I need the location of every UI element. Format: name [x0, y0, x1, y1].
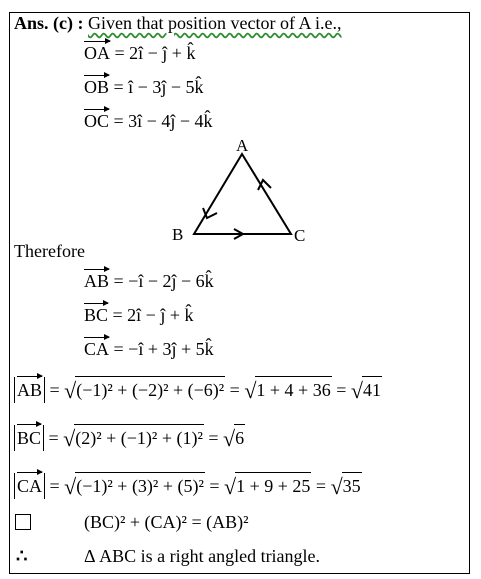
given-ob-value: = î − 3ĵ − 5k̂	[113, 77, 204, 97]
given-oc-value: = 3î − 4ĵ − 4k̂	[113, 111, 213, 131]
magnitude-bc-name: BC	[17, 425, 41, 451]
answer-label: Ans. (c) :	[14, 13, 84, 33]
vector-ob: OB	[84, 77, 110, 97]
pythagoras-relation: (BC)² + (CA)² = (AB)²	[84, 512, 249, 532]
derived-ab-value: = −î − 2ĵ − 6k̂	[113, 271, 214, 291]
derived-bc-value: = 2î − ĵ + k̂	[112, 305, 194, 325]
vector-bc: BC	[84, 305, 109, 325]
magnitude-ab-result: 41	[362, 376, 382, 403]
derived-bc	[84, 304, 193, 326]
magnitude-bc-expr: (2)² + (−1)² + (1)²	[74, 424, 204, 451]
triangle-diagram	[166, 134, 316, 246]
answer-header	[14, 12, 341, 34]
magnitude-ca-name: CA	[17, 473, 42, 499]
vector-oc: OC	[84, 111, 110, 131]
given-ob	[84, 76, 203, 98]
magnitude-bc-result: 6	[234, 424, 245, 451]
magnitude-ca: CA = √(−1)² + (3)² + (5)² = √1 + 9 + 25 = √35	[14, 472, 362, 500]
given-oa-value: = 2î − ĵ + k̂	[114, 43, 196, 63]
magnitude-ab-mid: 1 + 4 + 36	[255, 376, 331, 403]
magnitude-ab: AB = √(−1)² + (−2)² + (−6)² = √1 + 4 + 36 = √41	[14, 376, 382, 404]
box-symbol	[15, 514, 31, 530]
therefore-symbol: ∴	[16, 546, 28, 566]
therefore-label: Therefore	[14, 241, 85, 261]
vector-oa: OA	[84, 43, 110, 63]
given-oc	[84, 110, 212, 132]
vertex-c-label: C	[294, 226, 306, 245]
derived-ca	[84, 338, 214, 360]
magnitude-ab-name: AB	[17, 377, 42, 403]
vertex-a-label: A	[236, 136, 249, 155]
magnitude-ca-expr: (−1)² + (3)² + (5)²	[75, 472, 205, 499]
vertex-b-label: B	[172, 225, 184, 244]
magnitude-ca-result: 35	[342, 472, 362, 499]
given-oa	[84, 42, 195, 64]
derived-ab	[84, 270, 214, 292]
vector-ca: CA	[84, 339, 110, 359]
vector-ab: AB	[84, 271, 110, 291]
magnitude-ab-expr: (−1)² + (−2)² + (−6)²	[75, 376, 225, 403]
header-text: Given that position vector of A i.e.,	[88, 13, 342, 33]
magnitude-bc: BC = √(2)² + (−1)² + (1)² = √6	[14, 424, 245, 452]
triangle-outline	[194, 154, 291, 234]
derived-ca-value: = −î + 3ĵ + 5k̂	[113, 339, 214, 359]
conclusion-text: Δ ABC is a right angled triangle.	[84, 546, 321, 566]
magnitude-ca-mid: 1 + 9 + 25	[235, 472, 311, 499]
